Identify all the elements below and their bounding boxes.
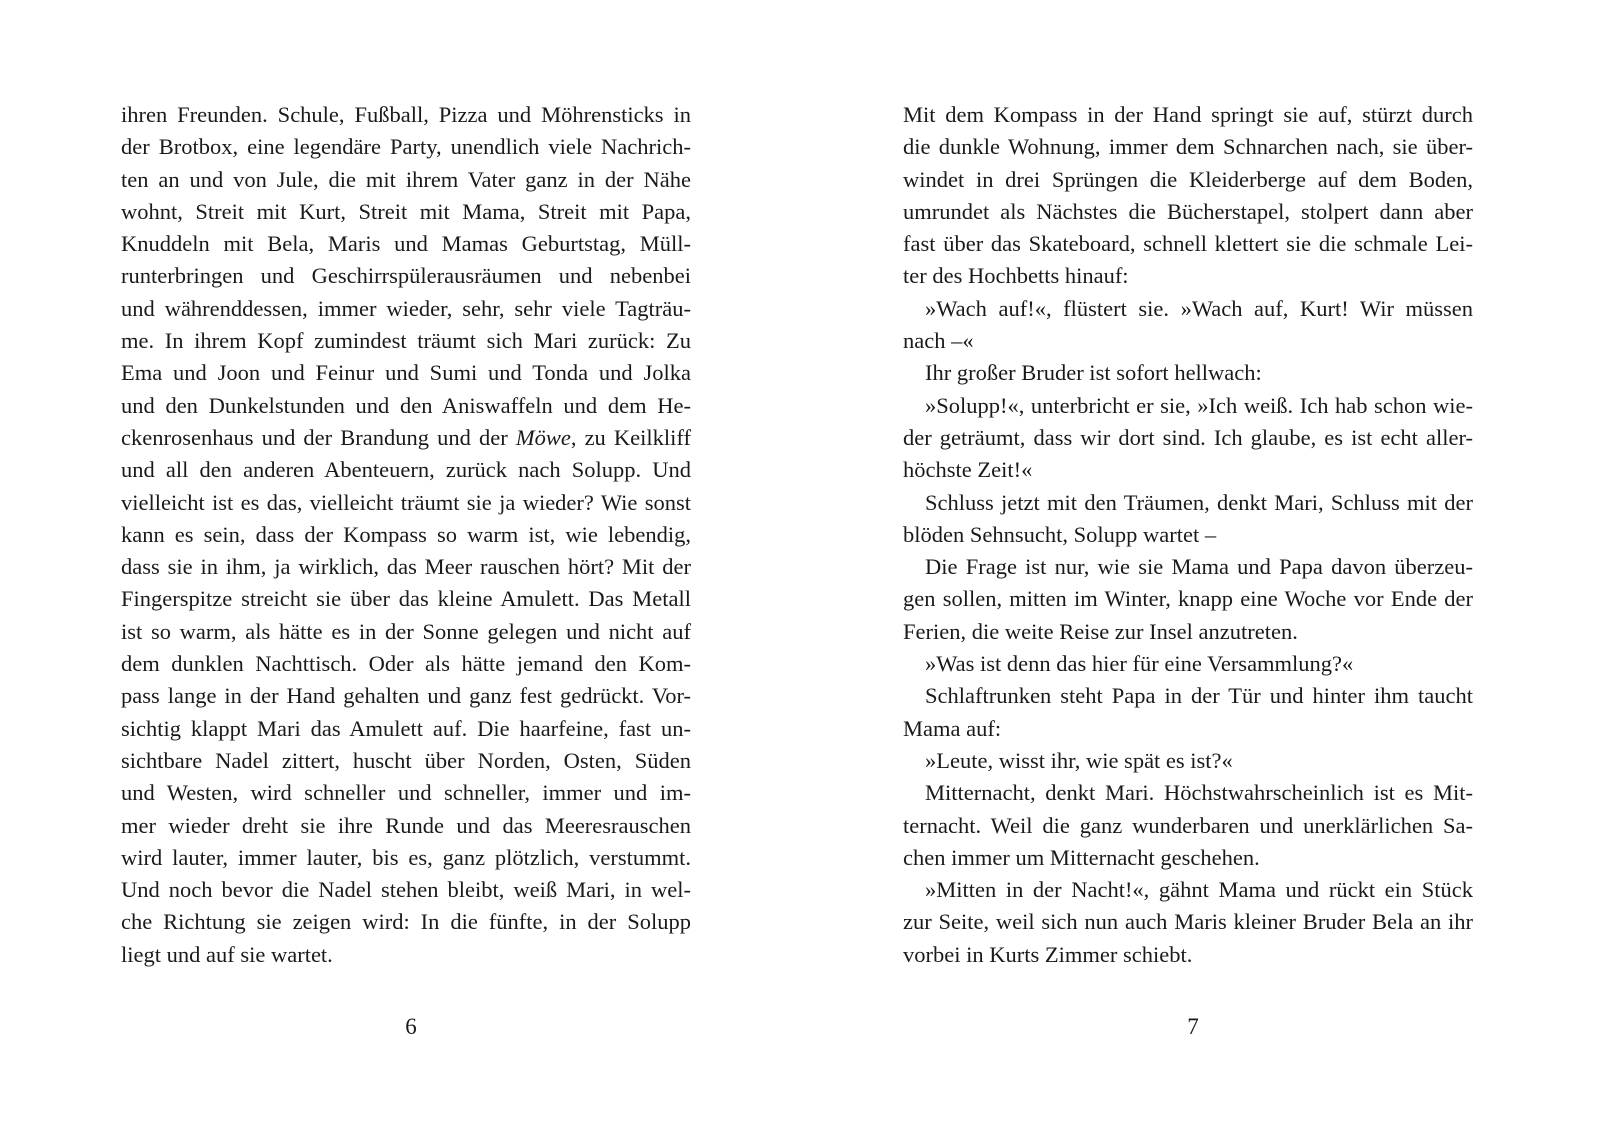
text-line xyxy=(121,551,691,583)
text-line xyxy=(121,487,691,519)
text-line xyxy=(121,842,691,874)
text-run: der Brotbox, eine legendäre Party, unendlich viele Nachrich- xyxy=(121,134,691,160)
text-line xyxy=(121,680,691,712)
text-line xyxy=(903,164,1473,196)
text-line xyxy=(121,454,691,486)
left-page-text xyxy=(121,99,691,971)
text-line xyxy=(121,519,691,551)
text-line xyxy=(903,196,1473,228)
text-line xyxy=(903,228,1473,260)
text-run: , zu Keilkliff xyxy=(570,424,691,450)
text-line xyxy=(903,777,1473,809)
text-run: höchste Zeit!« xyxy=(903,457,1033,483)
text-run: zur Seite, weil sich nun auch Maris kleiner Bruder Bela an ihr xyxy=(903,909,1473,935)
text-run: ist so warm, als hätte es in der Sonne gelegen und nicht auf xyxy=(121,618,691,644)
text-run: ckenrosenhaus und der Brandung und der xyxy=(121,424,516,450)
text-run: »Solupp!«, unterbricht er sie, »Ich weiß. Ich hab schon wie- xyxy=(925,392,1473,418)
text-line xyxy=(903,842,1473,874)
text-line xyxy=(121,777,691,809)
text-run: »Leute, wisst ihr, wie spät es ist?« xyxy=(925,747,1233,773)
text-line xyxy=(121,648,691,680)
text-run: Knuddeln mit Bela, Maris und Mamas Geburtstag, Müll- xyxy=(121,231,691,257)
text-run: ihren Freunden. Schule, Fußball, Pizza und Möhrensticks in xyxy=(121,102,691,127)
text-run: liegt und auf sie wartet. xyxy=(121,941,333,967)
text-run: und den Dunkelstunden und den Aniswaffeln und dem He- xyxy=(121,392,691,418)
text-line xyxy=(903,422,1473,454)
text-line xyxy=(121,164,691,196)
italic-text-run: Möwe xyxy=(515,424,571,450)
text-run: vielleicht ist es das, vielleicht träumt sie ja wieder? Wie sonst xyxy=(121,489,691,515)
text-line xyxy=(903,713,1473,745)
text-line xyxy=(121,131,691,163)
text-line xyxy=(903,583,1473,615)
text-run: Ferien, die weite Reise zur Insel anzutreten. xyxy=(903,618,1298,644)
text-run: gen sollen, mitten im Winter, knapp eine Woche vor Ende der xyxy=(903,586,1473,612)
text-line xyxy=(121,293,691,325)
text-run: Ema und Joon und Feinur und Sumi und Tonda und Jolka xyxy=(121,360,691,386)
text-run: wohnt, Streit mit Kurt, Streit mit Mama, Streit mit Papa, xyxy=(121,198,691,224)
text-run: dass sie in ihm, ja wirklich, das Meer rauschen hört? Mit der xyxy=(121,554,691,580)
text-run: die dunkle Wohnung, immer dem Schnarchen nach, sie über- xyxy=(903,134,1473,160)
text-line xyxy=(903,260,1473,292)
text-run: Schluss jetzt mit den Träumen, denkt Mari, Schluss mit der xyxy=(925,489,1473,515)
text-line xyxy=(903,99,1473,131)
text-line xyxy=(121,260,691,292)
text-run: ternacht. Weil die ganz wunderbaren und unerklärlichen Sa- xyxy=(903,812,1473,838)
text-line xyxy=(903,131,1473,163)
text-run: wird lauter, immer lauter, bis es, ganz plötzlich, verstummt. xyxy=(121,844,691,870)
text-run: fast über das Skateboard, schnell klettert sie die schmale Lei- xyxy=(903,231,1473,257)
text-run: Ihr großer Bruder ist sofort hellwach: xyxy=(925,360,1262,386)
text-line xyxy=(903,874,1473,906)
text-run: vorbei in Kurts Zimmer schiebt. xyxy=(903,941,1193,967)
text-line xyxy=(903,519,1473,551)
text-line xyxy=(121,713,691,745)
text-run: sichtbare Nadel zittert, huscht über Norden, Osten, Süden xyxy=(121,747,691,773)
text-line xyxy=(121,325,691,357)
text-run: ter des Hochbetts hinauf: xyxy=(903,263,1129,289)
text-run: dem dunklen Nachttisch. Oder als hätte jemand den Kom- xyxy=(121,651,691,677)
text-line xyxy=(121,874,691,906)
text-line xyxy=(903,454,1473,486)
text-line xyxy=(903,648,1473,680)
text-run: che Richtung sie zeigen wird: In die fünfte, in der Solupp xyxy=(121,909,691,935)
text-run: Und noch bevor die Nadel stehen bleibt, weiß Mari, in wel- xyxy=(121,877,691,903)
text-line xyxy=(121,99,691,131)
text-run: ten an und von Jule, die mit ihrem Vater ganz in der Nähe xyxy=(121,166,691,192)
text-line xyxy=(903,325,1473,357)
text-line xyxy=(903,357,1473,389)
text-run: »Wach auf!«, flüstert sie. »Wach auf, Kurt! Wir müssen xyxy=(925,295,1473,321)
text-run: Die Frage ist nur, wie sie Mama und Papa davon überzeu- xyxy=(925,554,1473,580)
text-line xyxy=(121,583,691,615)
text-line xyxy=(121,422,691,454)
text-run: »Was ist denn das hier für eine Versammlung?« xyxy=(925,651,1354,677)
text-run: me. In ihrem Kopf zumindest träumt sich Mari zurück: Zu xyxy=(121,328,691,354)
text-run: umrundet als Nächstes die Bücherstapel, stolpert dann aber xyxy=(903,198,1473,224)
text-line xyxy=(121,745,691,777)
text-run: und Westen, wird schneller und schneller, immer und im- xyxy=(121,780,691,806)
text-run: sichtig klappt Mari das Amulett auf. Die haarfeine, fast un- xyxy=(121,715,691,741)
text-run: Schlaftrunken steht Papa in der Tür und hinter ihm taucht xyxy=(925,683,1473,709)
text-line xyxy=(121,228,691,260)
text-run: chen immer um Mitternacht geschehen. xyxy=(903,844,1260,870)
page-number-left: 6 xyxy=(405,1014,417,1039)
text-line xyxy=(903,293,1473,325)
text-run: Mit dem Kompass in der Hand springt sie auf, stürzt durch xyxy=(903,102,1473,127)
text-run: windet in drei Sprüngen die Kleiderberge auf dem Boden, xyxy=(903,166,1473,192)
text-run: und währenddessen, immer wieder, sehr, sehr viele Tagträu- xyxy=(121,295,691,321)
text-run: »Mitten in der Nacht!«, gähnt Mama und rückt ein Stück xyxy=(925,877,1473,903)
text-line xyxy=(903,680,1473,712)
text-run: der geträumt, dass wir dort sind. Ich glaube, es ist echt aller- xyxy=(903,424,1473,450)
right-page-text xyxy=(903,99,1473,971)
text-run: nach –« xyxy=(903,328,974,354)
text-line xyxy=(121,810,691,842)
text-line xyxy=(903,616,1473,648)
text-line xyxy=(121,357,691,389)
text-line xyxy=(121,616,691,648)
text-run: Fingerspitze streicht sie über das kleine Amulett. Das Metall xyxy=(121,586,691,612)
text-run: blöden Sehnsucht, Solupp wartet – xyxy=(903,521,1217,547)
text-line xyxy=(903,939,1473,971)
text-line xyxy=(903,390,1473,422)
text-run: mer wieder dreht sie ihre Runde und das Meeresrauschen xyxy=(121,812,691,838)
text-line xyxy=(121,196,691,228)
text-line xyxy=(903,487,1473,519)
text-line xyxy=(903,810,1473,842)
text-line xyxy=(121,906,691,938)
text-run: kann es sein, dass der Kompass so warm ist, wie lebendig, xyxy=(121,521,691,547)
page-number-right: 7 xyxy=(1187,1014,1199,1039)
text-line xyxy=(121,390,691,422)
text-run: Mama auf: xyxy=(903,715,1002,741)
text-line xyxy=(121,939,691,971)
text-run: runterbringen und Geschirrspülerausräumen und nebenbei xyxy=(121,263,691,289)
text-run: Mitternacht, denkt Mari. Höchstwahrscheinlich ist es Mit- xyxy=(925,780,1473,806)
text-line xyxy=(903,745,1473,777)
text-line xyxy=(903,906,1473,938)
text-run: pass lange in der Hand gehalten und ganz fest gedrückt. Vor- xyxy=(121,683,691,709)
text-line xyxy=(903,551,1473,583)
text-run: und all den anderen Abenteuern, zurück nach Solupp. Und xyxy=(121,457,691,483)
